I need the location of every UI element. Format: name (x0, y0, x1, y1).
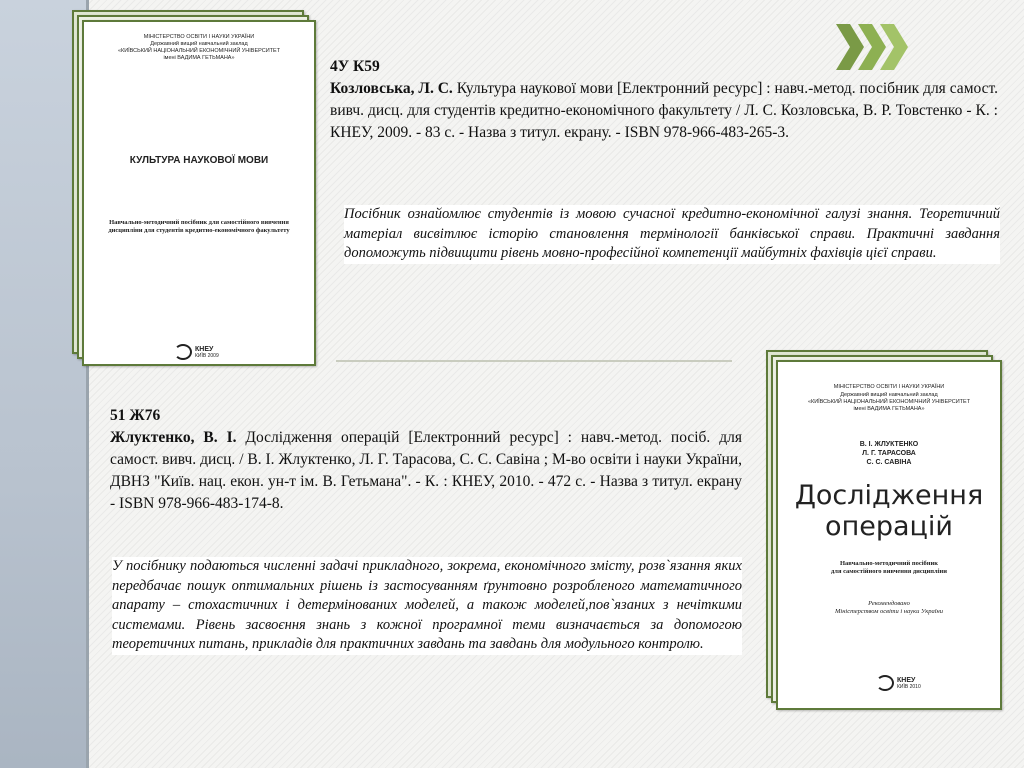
cover-title-line-2: операцій (825, 511, 953, 542)
cover-author-3: С. С. САВІНА (866, 459, 912, 466)
cover-header-university: «КИЇВСЬКИЙ НАЦІОНАЛЬНИЙ ЕКОНОМІЧНИЙ УНІВЕРСИТЕТ (807, 399, 971, 405)
cover-page (776, 360, 1002, 710)
cover-subtitle: Навчально-методичний посібник для самостійного вивчення дисципліни для студентів кредитно-економічного факультету (108, 219, 290, 234)
cover-title-line-1: Дослідження (794, 480, 984, 511)
cover-header-ministry: МІНІСТЕРСТВО ОСВІТИ І НАУКИ УКРАЇНИ (143, 34, 255, 40)
cover-header-name: імені ВАДИМА ГЕТЬМАНА» (853, 406, 925, 412)
cover-page (82, 20, 316, 366)
bibliographic-description: Дослідження операцій [Електронний ресурс] : навч.-метод. посіб. для самост. вивч. дисц. / В. І. Жлуктенко, Л. Г. Тарасова, С. С. Савіна ; М-во освіти і науки України, ДВНЗ "Київ. нац. екон. ун-т ім. В. Гетьмана". - К. : КНЕУ, 2010. - 472 с. - Назва з титул. екрану - ISBN 978-966-483-174-8. (110, 429, 742, 512)
cover-author-2: Л. Г. ТАРАСОВА (862, 450, 916, 457)
cover-author-1: В. І. ЖЛУКТЕНКО (859, 441, 919, 448)
author-name: Жлуктенко, В. І. (110, 429, 237, 446)
cover-title: КУЛЬТУРА НАУКОВОЇ МОВИ (129, 155, 269, 166)
cover-subtitle-line-1: Навчально-методичний посібник (840, 560, 938, 567)
logo-text: КНЕУ (195, 345, 214, 353)
book-entry-2 (110, 405, 742, 515)
kneu-logo (876, 675, 921, 691)
bibliographic-description: Культура наукової мови [Електронний ресурс] : навч.-метод. посібник для самост. вивч. дисц. для студентів кредитно-економічного факультету / Л. С. Козловська, В. Р. Товстенко - К. : КНЕУ, 2009. - 83 с. - Назва з титул. екрану. - ISBN 978-966-483-265-3. (330, 80, 998, 141)
book-cover-doslidzhennia (766, 350, 1004, 712)
kneu-logo (174, 344, 219, 360)
cover-header-name: імені ВАДИМА ГЕТЬМАНА» (163, 55, 235, 61)
book-cover-kultura (72, 10, 318, 368)
logo-city: КИЇВ 2010 (897, 683, 921, 690)
cover-header-ministry: МІНІСТЕРСТВО ОСВІТИ І НАУКИ УКРАЇНИ (833, 384, 945, 390)
kneu-logo-icon (876, 675, 894, 691)
section-divider (336, 360, 732, 362)
kneu-logo-icon (174, 344, 192, 360)
logo-city: КИЇВ 2009 (195, 352, 219, 359)
cover-header-institution: Державний вищий навчальний заклад (840, 392, 938, 398)
book-annotation-1: Посібник ознайомлює студентів із мовою сучасної кредитно-економічної галузі знання. Теоретичний матеріал висвітлює історію становлення термінології банківської справи. Практичні завдання допоможуть підвищити рівень мовно-професійної компетенції майбутніх фахівців цієї справи. (344, 205, 1000, 264)
cover-header-institution: Державний вищий навчальний заклад (150, 41, 248, 47)
shelf-code: 51 Ж76 (110, 407, 161, 424)
book-annotation-2: У посібнику подаються численні задачі прикладного, зокрема, економічного змісту, розв`язання яких передбачає пошук оптимальних рішень із застосуванням ґрунтовно розробленого математичного апарату – стохастичних і детермінованих моделей, а також моделей,пов`язаних з нечіткими системами. Рівень засвоєння знань з кожної програмної теми визначається за допомогою теоретичних питань, прикладів для практичних завдань та завдань для модульного контролю. (112, 557, 742, 655)
cover-subtitle-line-2: для самостійного вивчення дисципліни (831, 568, 947, 575)
cover-recommendation-1: Рекомендовано (868, 600, 910, 607)
book-entry-1 (330, 56, 998, 144)
author-name: Козловська, Л. С. (330, 80, 453, 97)
cover-header-university: «КИЇВСЬКИЙ НАЦІОНАЛЬНИЙ ЕКОНОМІЧНИЙ УНІВЕРСИТЕТ (117, 48, 281, 54)
cover-recommendation-2: Міністерством освіти і науки України (834, 608, 944, 615)
shelf-code: 4У К59 (330, 58, 380, 75)
logo-text: КНЕУ (897, 676, 916, 684)
